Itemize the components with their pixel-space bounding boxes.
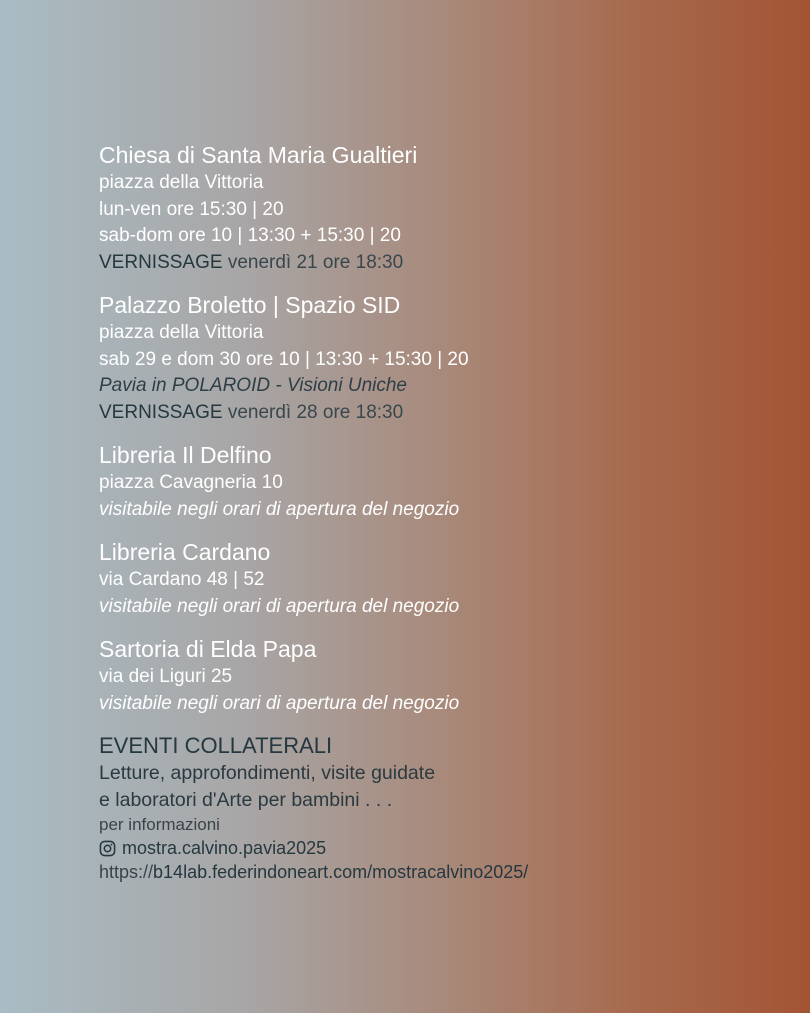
venue-address: via dei Liguri 25 bbox=[99, 666, 233, 687]
instagram-link[interactable] bbox=[99, 836, 789, 860]
venue-note: visitabile negli orari di apertura del negozio bbox=[99, 692, 460, 714]
instagram-handle: mostra.calvino.pavia2025 bbox=[122, 838, 327, 858]
url-prefix: https:// bbox=[99, 862, 154, 882]
vernissage-label: VERNISSAGE bbox=[99, 401, 223, 423]
venue-note: visitabile negli orari di apertura del negozio bbox=[99, 498, 460, 520]
venue-address: piazza della Vittoria bbox=[99, 322, 264, 343]
events-description-1: Letture, approfondimenti, visite guidate bbox=[99, 762, 436, 784]
venue-address: via Cardano 48 | 52 bbox=[99, 569, 265, 590]
venue-address: piazza Cavagneria 10 bbox=[99, 472, 283, 493]
venue-list bbox=[99, 140, 789, 885]
venue-hours-weekday: lun-ven ore 15:30 | 20 bbox=[99, 198, 284, 220]
venue-name: Palazzo Broletto | Spazio SID bbox=[99, 292, 401, 318]
website-link[interactable] bbox=[99, 860, 789, 885]
venue-name: Libreria Il Delfino bbox=[99, 442, 272, 468]
venue-palazzo-broletto bbox=[99, 290, 789, 426]
venue-sartoria-elda-papa bbox=[99, 634, 789, 717]
vernissage-label: VERNISSAGE bbox=[99, 251, 223, 273]
venue-hours-weekend: sab-dom ore 10 | 13:30 + 15:30 | 20 bbox=[99, 225, 401, 246]
vernissage-date: venerdì 21 ore 18:30 bbox=[227, 251, 404, 273]
venue-name: Chiesa di Santa Maria Gualtieri bbox=[99, 142, 418, 168]
venue-name: Libreria Cardano bbox=[99, 539, 271, 565]
events-description-2: e laboratori d'Arte per bambini . . . bbox=[99, 789, 393, 811]
venue-address: piazza della Vittoria bbox=[99, 172, 264, 193]
vernissage-line bbox=[99, 250, 789, 277]
venue-santa-maria-gualtieri bbox=[99, 140, 789, 276]
venue-note: visitabile negli orari di apertura del negozio bbox=[99, 595, 460, 617]
instagram-icon bbox=[99, 840, 116, 857]
vernissage-date: venerdì 28 ore 18:30 bbox=[227, 401, 404, 423]
vernissage-line bbox=[99, 400, 789, 427]
info-label: per informazioni bbox=[99, 815, 220, 834]
venue-name: Sartoria di Elda Papa bbox=[99, 636, 317, 662]
venue-libreria-cardano bbox=[99, 537, 789, 620]
url-host: b14lab.federindoneart.com/mostracalvino2025/ bbox=[153, 862, 529, 882]
exhibition-subtitle: Pavia in POLAROID - Visioni Uniche bbox=[99, 375, 407, 396]
events-title: EVENTI COLLATERALI bbox=[99, 733, 333, 758]
venue-libreria-il-delfino bbox=[99, 440, 789, 523]
events-section bbox=[99, 731, 789, 885]
venue-hours: sab 29 e dom 30 ore 10 | 13:30 + 15:30 | 20 bbox=[99, 348, 469, 370]
